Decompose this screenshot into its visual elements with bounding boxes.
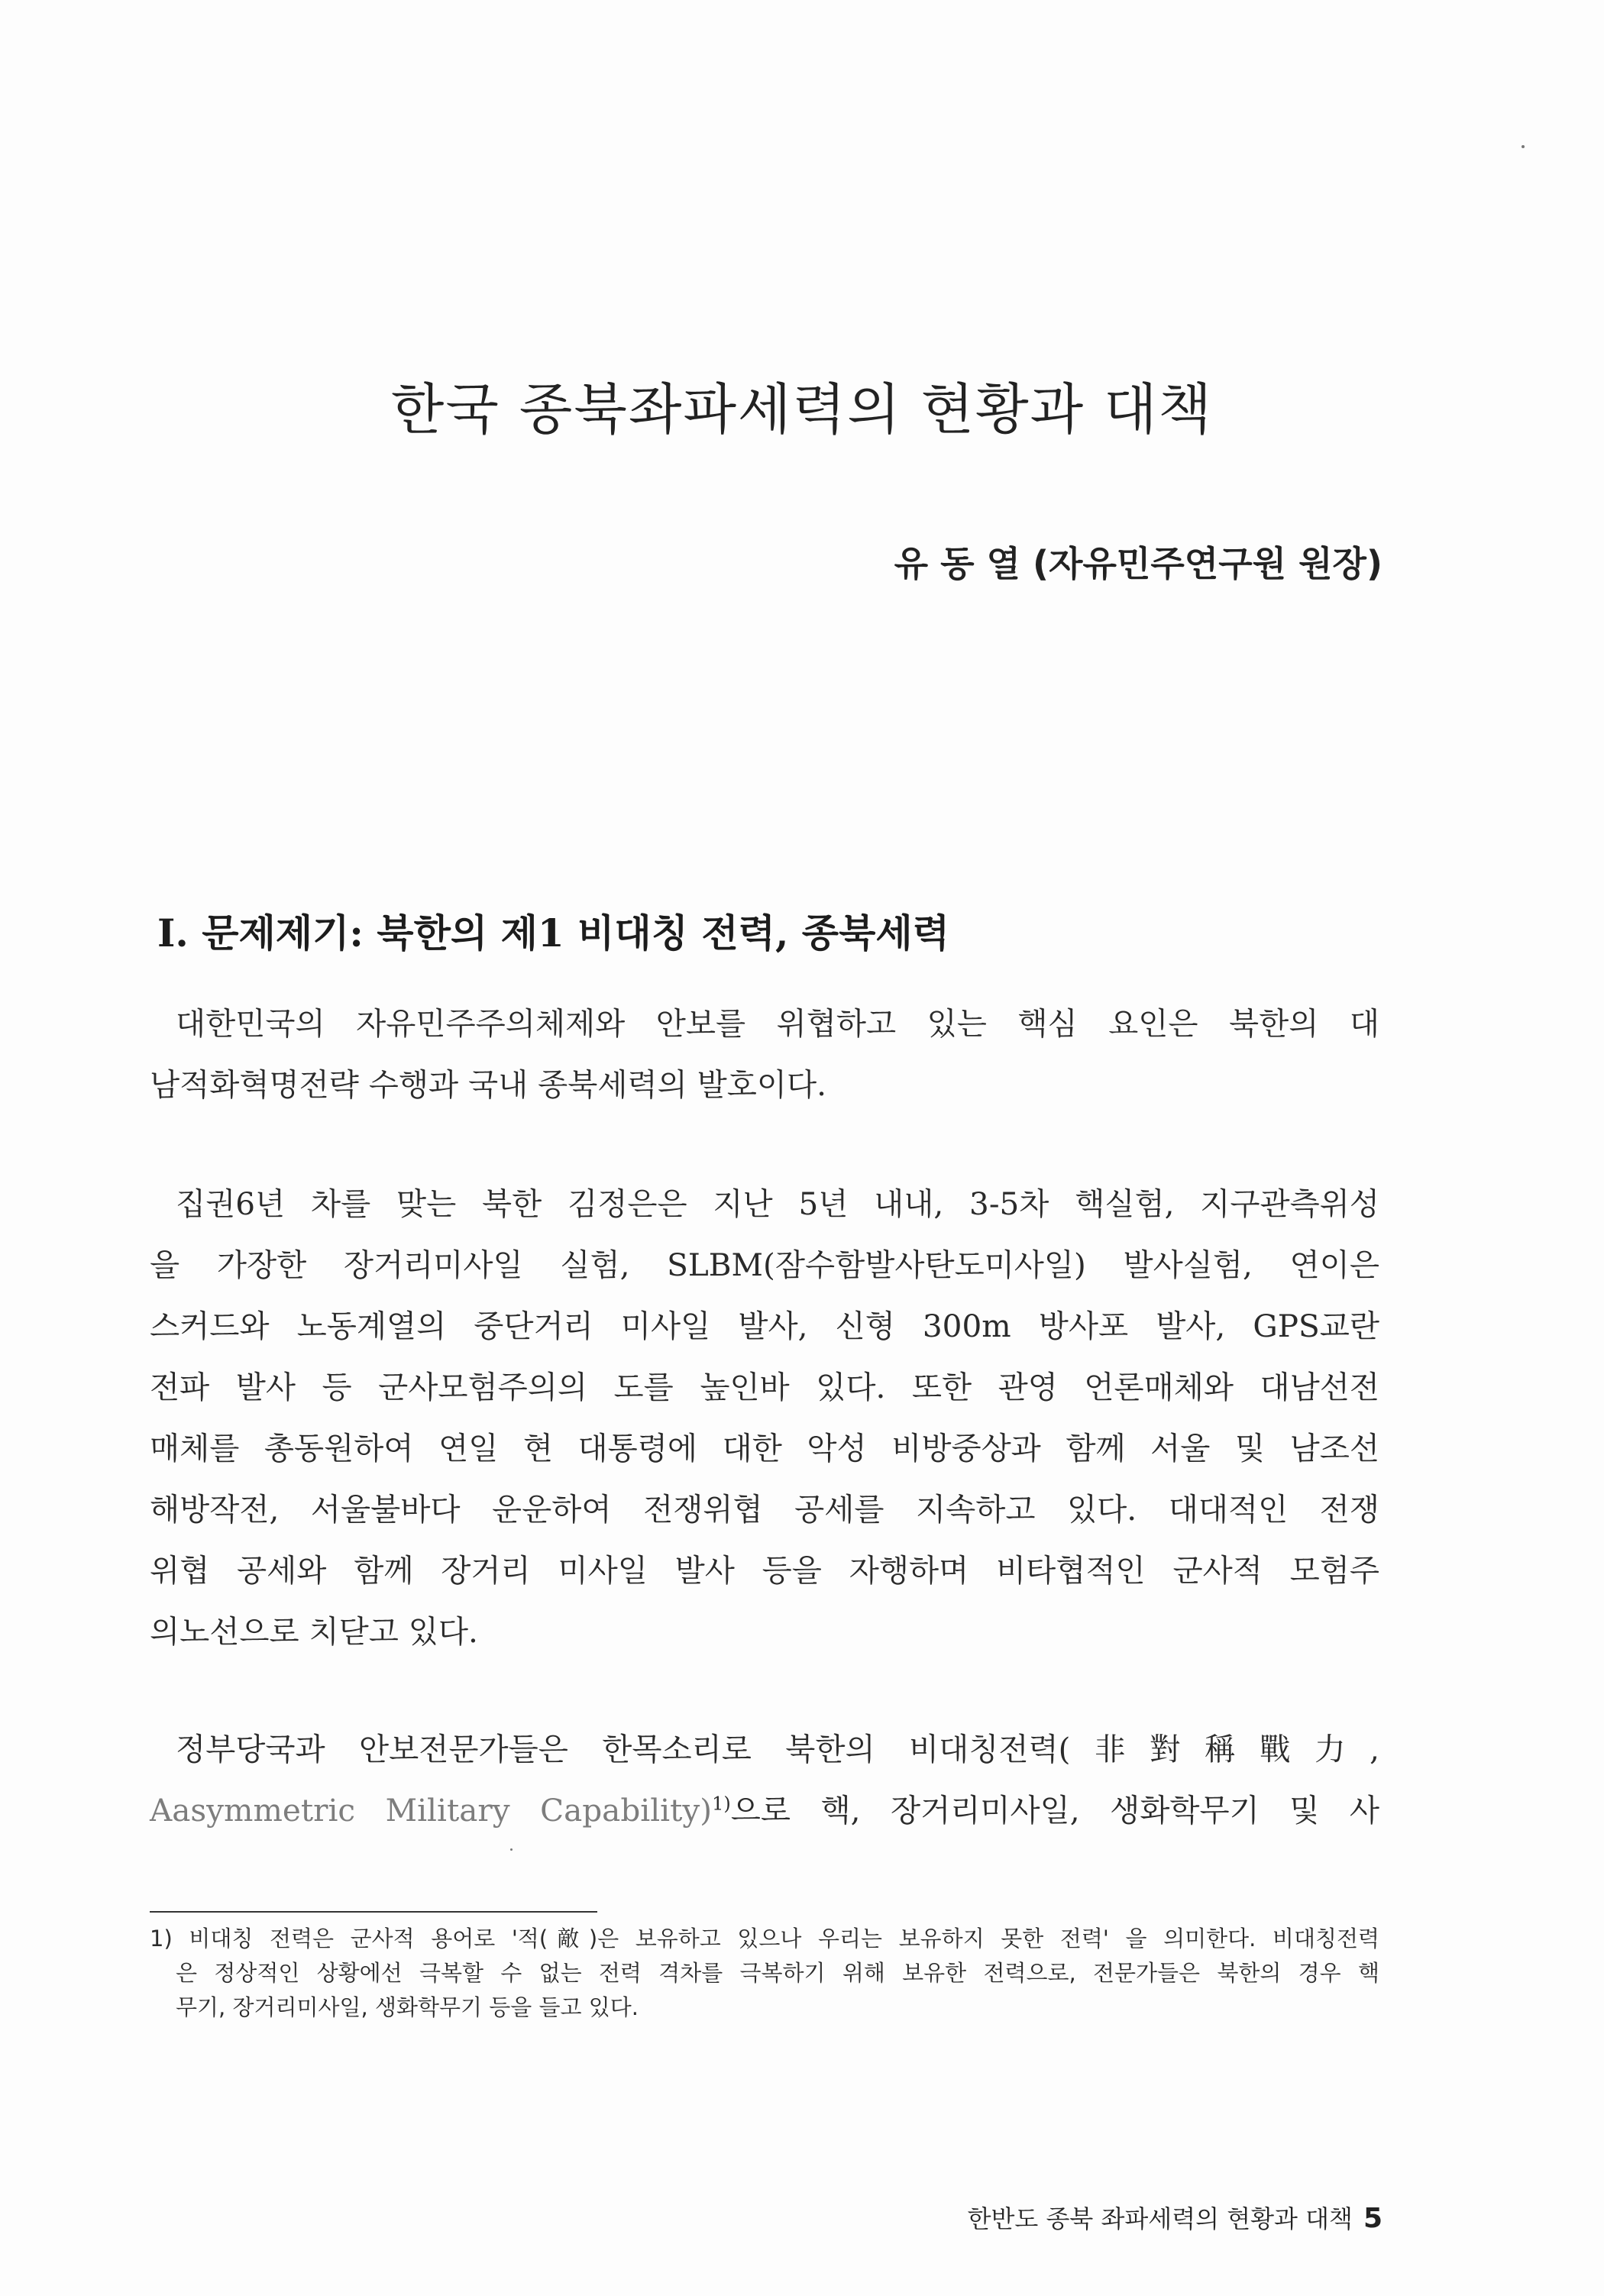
paragraph-line-end: 으로 핵, 장거리미사일, 생화학무기 및 사: [730, 1792, 1379, 1829]
footnote: [150, 1922, 1379, 2025]
paragraph-3: [150, 1719, 1379, 1841]
paragraph-line: 집권6년 차를 맞는 북한 김정은은 지난 5년 내내, 3-5차 핵실험, 지구관측위성: [176, 1185, 1379, 1222]
paragraph-line: 을 가장한 장거리미사일 실험, SLBM(잠수함발사탄도미사일) 발사실험, 연이은: [150, 1247, 1379, 1283]
paragraph-line: 스커드와 노동계열의 중단거리 미사일 발사, 신형 300m 방사포 발사, GPS교란: [150, 1308, 1379, 1344]
document-title: 한국 종북좌파세력의 현황과 대책: [390, 377, 1214, 442]
section-heading: Ⅰ. 문제제기: 북한의 제1 비대칭 전력, 종북세력: [157, 910, 949, 956]
paragraph-line: 의노선으로 치닫고 있다.: [150, 1613, 478, 1650]
paragraph-2: [150, 1173, 1379, 1662]
paragraph-line: 위협 공세와 함께 장거리 미사일 발사 등을 자행하며 비타협적인 군사적 모험주: [150, 1552, 1379, 1589]
paragraph-1: [150, 993, 1379, 1115]
footnote-line: 무기, 장거리미사일, 생화학무기 등을 들고 있다.: [176, 1994, 639, 2020]
running-footer: [968, 2200, 1382, 2235]
paragraph-line: 매체를 총동원하여 연일 현 대통령에 대한 악성 비방중상과 함께 서울 및 남조선: [150, 1430, 1379, 1467]
paragraph-line: 남적화혁명전략 수행과 국내 종북세력의 발호이다.: [150, 1066, 826, 1103]
scan-speck: [1522, 145, 1525, 148]
footnote-line: 은 정상적인 상황에선 극복할 수 없는 전력 격차를 극복하기 위해 보유한 전력으로, 전문가들은 북한의 경우 핵: [176, 1960, 1379, 1986]
footnote-reference[interactable]: 1): [712, 1793, 731, 1815]
page-number: 5: [1363, 2203, 1382, 2234]
paragraph-line: 해방작전, 서울불바다 운운하여 전쟁위협 공세를 지속하고 있다. 대대적인 전쟁: [150, 1491, 1379, 1528]
paragraph-line: [150, 1780, 1379, 1841]
running-footer-title: 한반도 종북 좌파세력의 현황과 대책: [967, 2204, 1353, 2233]
paragraph-line: 정부당국과 안보전문가들은 한목소리로 북한의 비대칭전력(非對稱戰力,: [176, 1731, 1379, 1767]
footnote-divider: [150, 1911, 597, 1913]
scan-speck: [510, 1848, 513, 1851]
english-term: Aasymmetric Military Capability): [150, 1792, 713, 1829]
footnote-line: 1) 비대칭 전력은 군사적 용어로 '적(敵)은 보유하고 있으나 우리는 보유하지 못한 전력' 을 의미한다. 비대칭전력: [150, 1926, 1379, 1952]
paragraph-line: 대한민국의 자유민주주의체제와 안보를 위협하고 있는 핵심 요인은 북한의 대: [176, 1005, 1379, 1042]
author-byline: 유 동 열 (자유민주연구원 원장): [894, 543, 1382, 584]
paragraph-line: 전파 발사 등 군사모험주의의 도를 높인바 있다. 또한 관영 언론매체와 대남선전: [150, 1369, 1379, 1405]
